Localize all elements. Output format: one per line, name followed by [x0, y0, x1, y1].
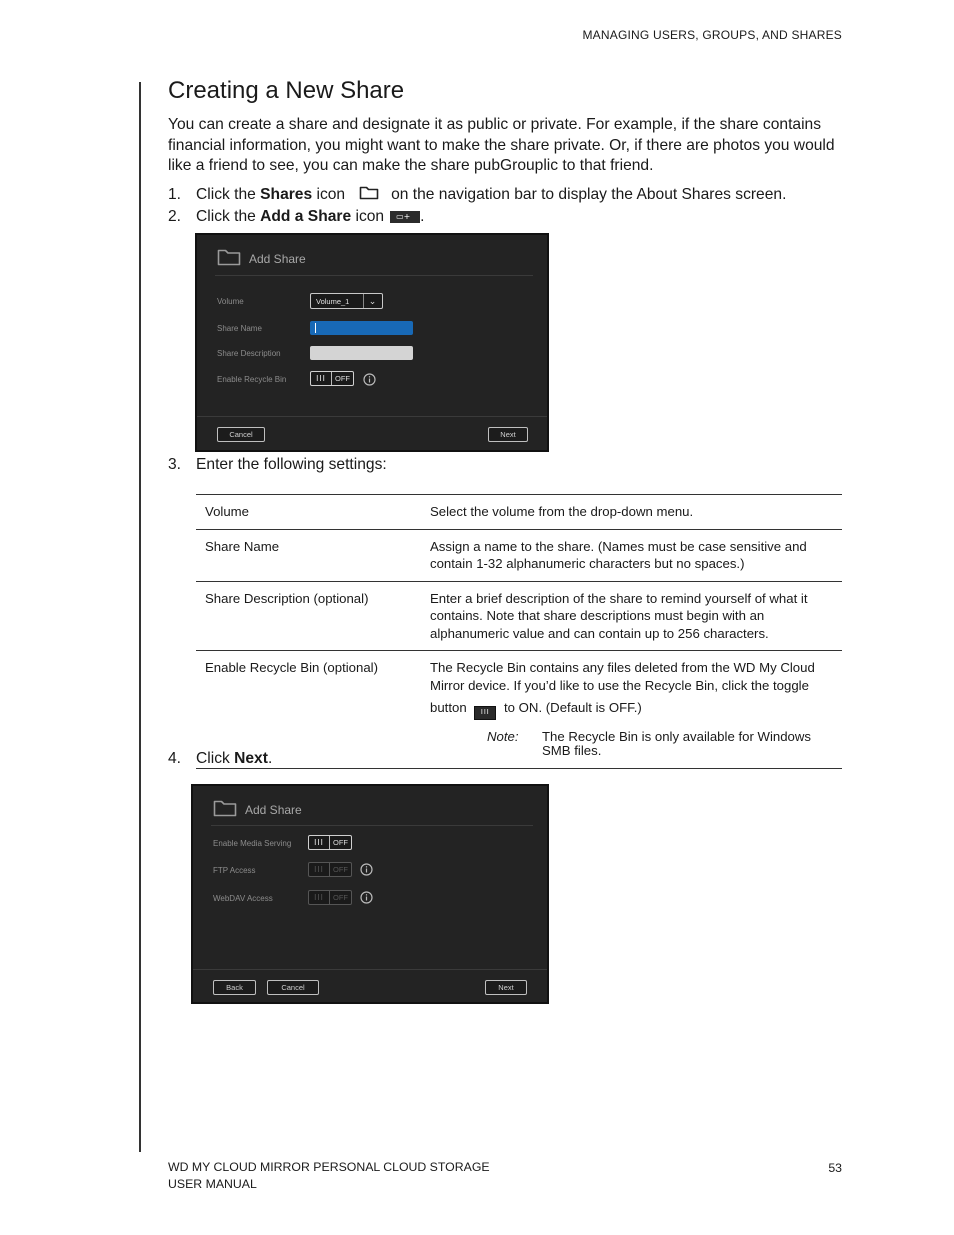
folder-icon: [217, 247, 241, 271]
add-share-icon: ▭+: [390, 211, 420, 223]
info-icon[interactable]: [360, 863, 373, 881]
step-text-pre: Click: [196, 750, 235, 767]
step-text: Enter the following settings:: [196, 456, 387, 473]
info-icon[interactable]: [363, 373, 376, 391]
cancel-button[interactable]: Cancel: [267, 980, 319, 995]
step-bold: Add a Share: [260, 208, 352, 225]
toggle-knob: III: [309, 891, 330, 904]
toggle-button-icon: III: [474, 706, 496, 720]
toggle-state: OFF: [335, 374, 350, 383]
setting-description: The Recycle Bin contains any files deleted from the WD My Cloud Mirror device. If you’d like to use the Recycle Bin, click the toggle: [430, 660, 815, 693]
description-pre: button: [430, 700, 467, 715]
setting-name: Share Name: [205, 538, 280, 554]
toggle-knob: III: [309, 863, 330, 876]
footer-line1: WD MY CLOUD MIRROR PERSONAL CLOUD STORAGE: [168, 1160, 490, 1174]
setting-name: Share Description (optional): [205, 590, 369, 606]
intro-paragraph: You can create a share and designate it as public or private. For example, if the share contains financial information, you might want to make the share private. Or, if there are photos you would like a friend to see, you can make the share pubGrouplic to that friend.: [168, 116, 835, 175]
back-button[interactable]: Back: [213, 980, 256, 995]
step-text-mid: icon: [312, 185, 346, 203]
media-serving-toggle[interactable]: [308, 835, 352, 850]
footer-title: [168, 1159, 490, 1192]
volume-label: Volume: [217, 297, 244, 306]
footer-line2: USER MANUAL: [168, 1176, 257, 1191]
ftp-access-label: FTP Access: [213, 866, 256, 875]
next-button[interactable]: Next: [488, 427, 528, 442]
table-row: [196, 582, 842, 652]
step-3: [168, 456, 387, 474]
note: [487, 730, 828, 758]
setting-description-line2: [430, 699, 828, 720]
step-text-pre: Click the: [196, 208, 261, 225]
folder-icon: [359, 184, 379, 205]
toggle-state: OFF: [333, 838, 348, 847]
table-row: [196, 530, 842, 582]
step-bold: Next: [234, 750, 268, 767]
step-text-pre: Click the: [196, 185, 261, 203]
step-bold: Shares: [260, 185, 313, 203]
step-number: 2.: [168, 208, 182, 225]
setting-description: Select the volume from the drop-down menu.: [430, 504, 694, 519]
add-share-dialog-step2-screenshot: [191, 784, 549, 1004]
running-header: MANAGING USERS, GROUPS, AND SHARES: [582, 28, 842, 42]
add-share-dialog-screenshot: [195, 233, 549, 452]
dialog-header: [213, 798, 302, 822]
step-number: 1.: [168, 185, 182, 203]
divider: [215, 275, 533, 276]
volume-select[interactable]: [310, 293, 383, 309]
step-1: [168, 184, 786, 205]
page-number: 53: [828, 1161, 842, 1175]
share-description-label: Share Description: [217, 349, 281, 358]
media-serving-label: Enable Media Serving: [213, 839, 292, 848]
next-button[interactable]: Next: [485, 980, 527, 995]
webdav-access-label: WebDAV Access: [213, 894, 273, 903]
settings-table: [196, 494, 842, 769]
footer-divider: [193, 969, 547, 970]
ftp-access-toggle[interactable]: [308, 862, 352, 877]
chevron-down-icon: ⌄: [363, 294, 381, 308]
description-post: to ON. (Default is OFF.): [504, 700, 642, 715]
toggle-knob: III: [311, 372, 332, 385]
footer-divider: [197, 416, 547, 417]
share-name-input[interactable]: [310, 321, 413, 335]
webdav-access-toggle[interactable]: [308, 890, 352, 905]
recycle-bin-toggle[interactable]: [310, 371, 354, 386]
step-text-post: .: [267, 750, 273, 767]
margin-rule: [139, 82, 141, 1152]
toggle-knob: III: [309, 836, 330, 849]
step-text-post: on the navigation bar to display the About Shares screen.: [391, 185, 787, 203]
share-name-label: Share Name: [217, 324, 262, 333]
setting-description-cell: [421, 651, 842, 768]
note-label: Note:: [487, 729, 519, 744]
page-title: Creating a New Share: [168, 77, 405, 104]
step-text-post: .: [420, 208, 425, 225]
info-icon[interactable]: [360, 891, 373, 909]
share-description-input[interactable]: [310, 346, 413, 360]
setting-name: Volume: [205, 504, 249, 519]
toggle-state: OFF: [333, 893, 348, 902]
toggle-state: OFF: [333, 865, 348, 874]
step-number: 3.: [168, 456, 182, 473]
dialog-header: [217, 247, 306, 271]
note-text: The Recycle Bin is only available for Windows SMB files.: [542, 729, 811, 758]
table-row: [196, 651, 842, 769]
recycle-bin-label: Enable Recycle Bin: [217, 375, 287, 384]
step-2: [168, 208, 424, 226]
divider: [211, 825, 533, 826]
setting-description: Enter a brief description of the share to remind yourself of what it contains. Note that share descriptions must begin with an alphanumeric value and can contain up to 256 characters.: [430, 590, 808, 641]
cancel-button[interactable]: Cancel: [217, 427, 265, 442]
table-row: [196, 495, 842, 530]
step-number: 4.: [168, 750, 182, 767]
folder-icon: [213, 798, 237, 822]
setting-description: Assign a name to the share. (Names must be case sensitive and contain 1-32 alphanumeric characters but no spaces.): [430, 538, 807, 571]
step-text-mid: icon: [351, 208, 385, 225]
dialog-title: Add Share: [245, 803, 302, 817]
setting-name: Enable Recycle Bin (optional): [205, 660, 378, 675]
dialog-title: Add Share: [249, 252, 306, 266]
volume-value: Volume_1: [316, 296, 350, 306]
step-4: [168, 750, 272, 768]
